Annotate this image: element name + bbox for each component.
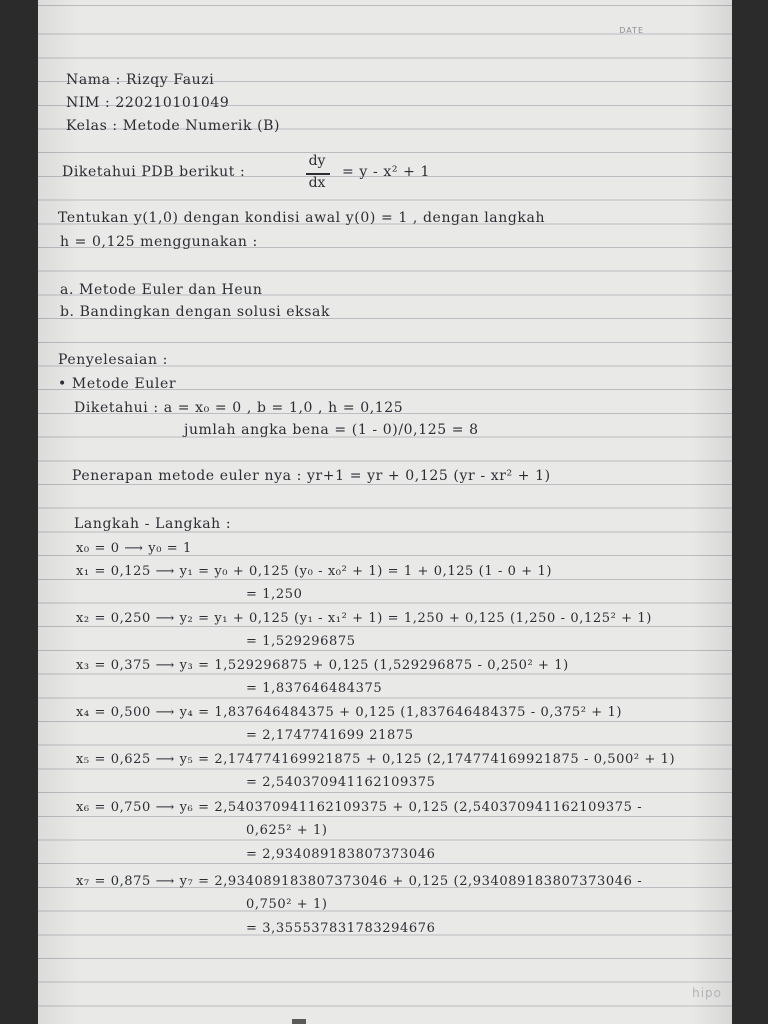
step-continuation: 0,750² + 1) <box>246 897 328 912</box>
step-continuation: 0,625² + 1) <box>246 823 328 838</box>
step-result: = 2,540370941162109375 <box>246 775 436 790</box>
step-result: = 2,934089183807373046 <box>246 847 436 862</box>
equation-rhs: = y - x² + 1 <box>342 164 430 180</box>
given-values: Diketahui : a = x₀ = 0 , b = 1,0 , h = 0,125 <box>74 400 404 416</box>
fraction-numerator: dy <box>308 153 326 169</box>
step-result: = 1,250 <box>246 587 303 602</box>
number-of-steps: jumlah angka bena = (1 - 0)/0,125 = 8 <box>184 422 479 438</box>
step-line: x₅ = 0,625 ⟶ y₅ = 2,174774169921875 + 0,125 (2,174774169921875 - 0,500² + 1) <box>76 752 676 767</box>
notebook-page <box>38 0 732 1024</box>
step-result: = 1,837646484375 <box>246 681 383 696</box>
euler-formula: Penerapan metode euler nya : yr+1 = yr + 0,125 (yr - xr² + 1) <box>72 468 551 484</box>
binder-clip <box>292 1019 306 1024</box>
step-result: = 1,529296875 <box>246 634 356 649</box>
date-label: DATE <box>619 26 644 35</box>
nim-line: NIM : 220210101049 <box>66 95 230 111</box>
step-line: x₂ = 0,250 ⟶ y₂ = y₁ + 0,125 (y₁ - x₁² + 1) = 1,250 + 0,125 (1,250 - 0,125² + 1) <box>76 611 652 626</box>
task-item-a: a. Metode Euler dan Heun <box>60 282 263 298</box>
step-line: x₄ = 0,500 ⟶ y₄ = 1,837646484375 + 0,125 (1,837646484375 - 0,375² + 1) <box>76 705 623 720</box>
step-result: = 3,355537831783294676 <box>246 921 436 936</box>
step-line: x₃ = 0,375 ⟶ y₃ = 1,529296875 + 0,125 (1,529296875 - 0,250² + 1) <box>76 658 569 673</box>
steps-heading: Langkah - Langkah : <box>74 516 232 532</box>
step-result: = 2,1747741699 21875 <box>246 728 414 743</box>
watermark-logo: hipo <box>692 986 722 1000</box>
class-line: Kelas : Metode Numerik (B) <box>66 118 281 134</box>
step-line: x₀ = 0 ⟶ y₀ = 1 <box>76 541 192 556</box>
step-line: x₁ = 0,125 ⟶ y₁ = y₀ + 0,125 (y₀ - x₀² + 1) = 1 + 0,125 (1 - 0 + 1) <box>76 564 553 579</box>
step-size-line: h = 0,125 menggunakan : <box>60 234 258 250</box>
step-line: x₇ = 0,875 ⟶ y₇ = 2,934089183807373046 + 0,125 (2,934089183807373046 - <box>76 874 643 889</box>
step-line: x₆ = 0,750 ⟶ y₆ = 2,540370941162109375 + 0,125 (2,540370941162109375 - <box>76 800 643 815</box>
fraction-denominator: dx <box>308 175 326 191</box>
known-pde-prefix: Diketahui PDB berikut : <box>62 164 246 180</box>
name-line: Nama : Rizqy Fauzi <box>66 72 215 88</box>
method-title: • Metode Euler <box>58 376 177 392</box>
task-item-b: b. Bandingkan dengan solusi eksak <box>60 304 331 320</box>
task-statement: Tentukan y(1,0) dengan kondisi awal y(0) = 1 , dengan langkah <box>58 210 546 226</box>
solution-heading: Penyelesaian : <box>58 352 168 368</box>
